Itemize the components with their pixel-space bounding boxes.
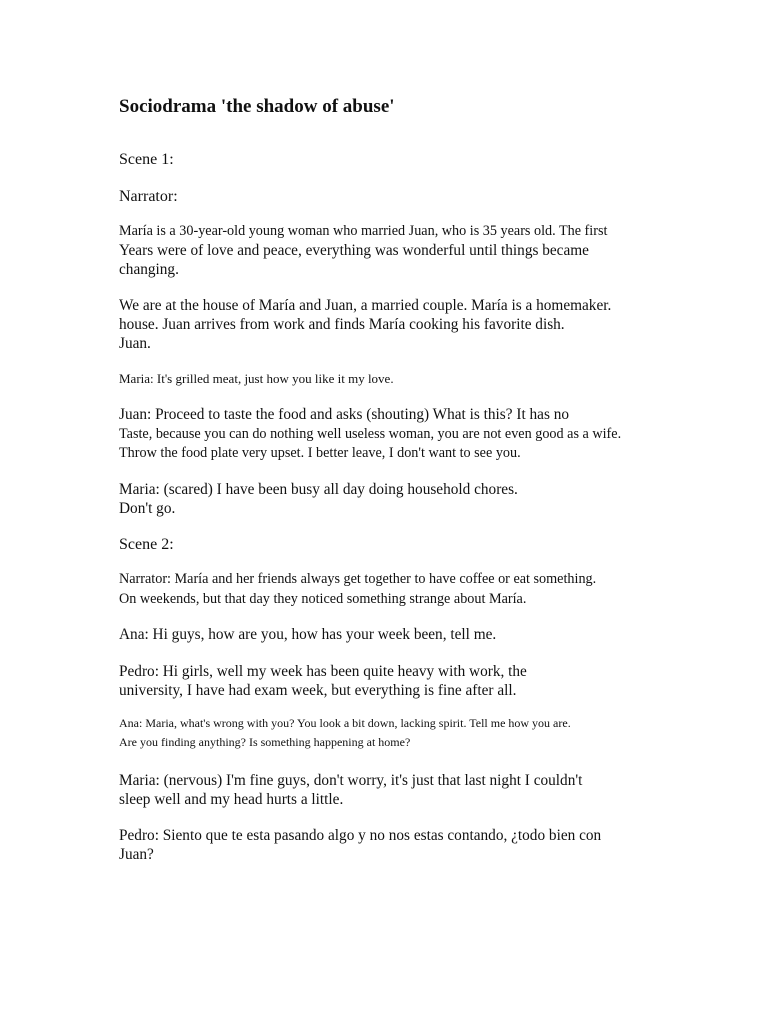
juan-line-3: Throw the food plate very upset. I better leave, I don't want to see you. — [119, 445, 521, 461]
pedro-line-2: university, I have had exam week, but everything is fine after all. — [119, 682, 517, 699]
juan-line-1: Juan: Proceed to taste the food and asks (shouting) What is this? It has no — [119, 406, 570, 423]
narration-3-line-1: Narrator: María and her friends always get together to have coffee or eat something. — [119, 571, 597, 587]
narrator-heading: Narrator: — [119, 188, 178, 205]
narration-1-line-1: María is a 30-year-old young woman who married Juan, who is 35 years old. The first — [119, 223, 608, 239]
maria-nervous-line-1: Maria: (nervous) I'm fine guys, don't worry, it's just that last night I couldn't — [119, 772, 583, 789]
pedro-question-line-2: Juan? — [119, 846, 154, 863]
pedro-line-1: Pedro: Hi girls, well my week has been quite heavy with work, the — [119, 663, 527, 680]
narration-2-line-3: Juan. — [119, 335, 151, 352]
narration-2-line-2: house. Juan arrives from work and finds María cooking his favorite dish. — [119, 316, 565, 333]
maria-scared-line-1: Maria: (scared) I have been busy all day doing household chores. — [119, 481, 518, 498]
maria-line-1: Maria: It's grilled meat, just how you like it my love. — [119, 371, 394, 386]
narration-1-line-2: Years were of love and peace, everything was wonderful until things became — [119, 242, 589, 259]
maria-nervous-line-2: sleep well and my head hurts a little. — [119, 791, 344, 808]
ana-question-line-2: Are you finding anything? Is something happening at home? — [119, 735, 411, 749]
scene-2-heading: Scene 2: — [119, 536, 174, 553]
maria-scared-line-2: Don't go. — [119, 500, 176, 517]
ana-question-line-1: Ana: Maria, what's wrong with you? You look a bit down, lacking spirit. Tell me how you are. — [119, 716, 571, 730]
scene-1-heading: Scene 1: — [119, 151, 174, 168]
narration-2-line-1: We are at the house of María and Juan, a married couple. María is a homemaker. — [119, 297, 612, 314]
juan-line-2: Taste, because you can do nothing well useless woman, you are not even good as a wife. — [119, 426, 622, 442]
ana-line-1: Ana: Hi guys, how are you, how has your week been, tell me. — [119, 626, 497, 643]
pedro-question-line-1: Pedro: Siento que te esta pasando algo y no nos estas contando, ¿todo bien con — [119, 827, 602, 844]
narration-3-line-2: On weekends, but that day they noticed something strange about María. — [119, 591, 527, 607]
document-title: Sociodrama 'the shadow of abuse' — [119, 96, 395, 117]
narration-1-line-3: changing. — [119, 261, 179, 278]
